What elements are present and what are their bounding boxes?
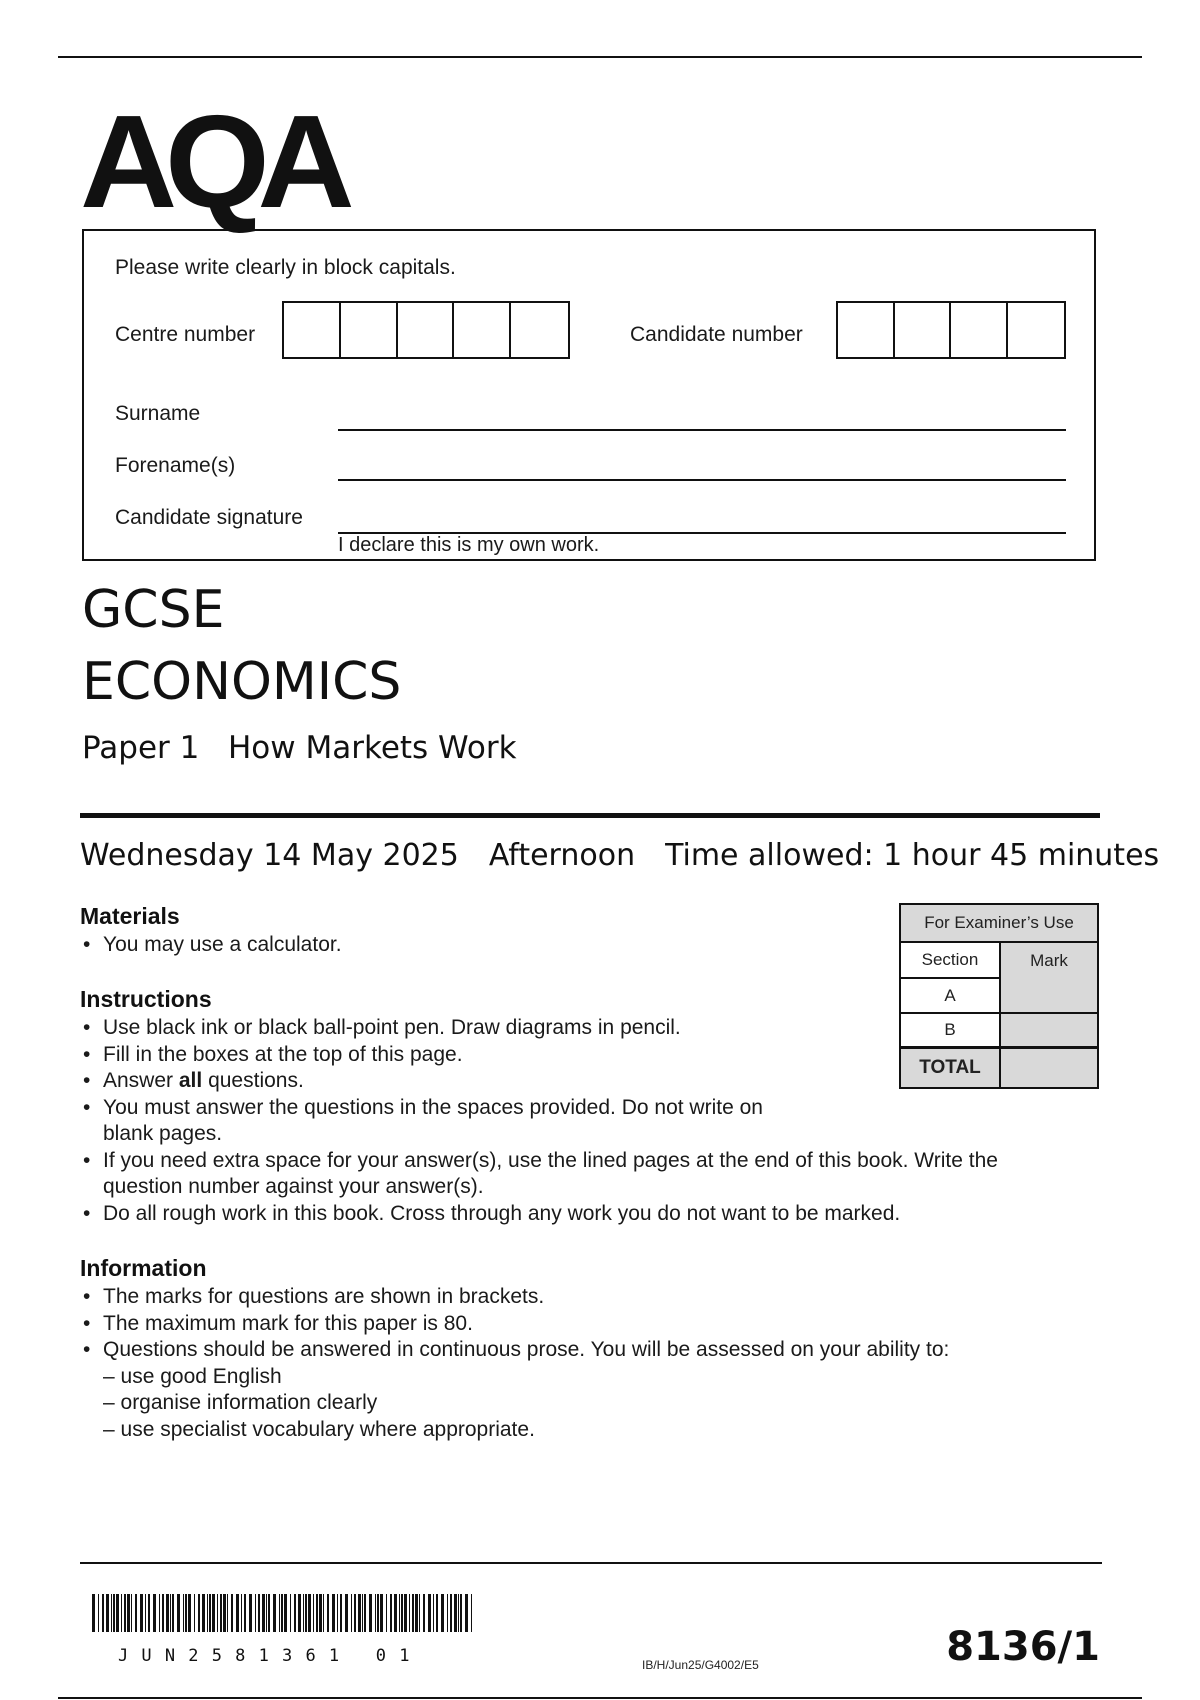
footer-rule	[80, 1562, 1102, 1564]
exam-session: Afternoon	[488, 838, 636, 873]
declaration-text: I declare this is my own work.	[338, 534, 600, 556]
instructions-heading: Instructions	[80, 986, 212, 1012]
centre-number-digit[interactable]	[341, 303, 398, 357]
candidate-number-digit[interactable]	[951, 303, 1008, 357]
paper-code: 8136/1	[946, 1624, 1100, 1670]
centre-number-digit[interactable]	[284, 303, 341, 357]
information-heading: Information	[80, 1255, 207, 1281]
exam-date: Wednesday 14 May 2025	[80, 838, 459, 873]
centre-number-digit[interactable]	[398, 303, 455, 357]
answer-suffix: questions.	[208, 1069, 304, 1092]
bottom-rule	[58, 1697, 1142, 1699]
barcode	[92, 1594, 474, 1632]
examiner-use-table	[899, 903, 1099, 1089]
top-rule	[58, 56, 1142, 58]
qualification-title: GCSE	[82, 580, 225, 640]
list-item-continuation: blank pages.	[103, 1122, 223, 1145]
centre-number-boxes[interactable]	[282, 301, 570, 359]
block-capitals-instruction: Please write clearly in block capitals.	[115, 256, 456, 279]
list-item: • The maximum mark for this paper is 80.	[80, 1311, 1100, 1338]
mark-header: Mark	[1030, 951, 1068, 970]
candidate-number-digit[interactable]	[1008, 303, 1064, 357]
list-item: • If you need extra space for your answer(s), use the lined pages at the end of this book. Write the	[80, 1148, 1100, 1175]
list-item: • Questions should be answered in continuous prose. You will be assessed on your ability to:	[80, 1337, 1100, 1364]
answer-prefix: Answer	[103, 1069, 174, 1092]
candidate-details-box	[82, 229, 1096, 561]
paper-number: Paper 1	[82, 730, 200, 766]
signature-label: Candidate signature	[115, 506, 303, 529]
subject-title: ECONOMICS	[82, 652, 402, 712]
list-subitem: – organise information clearly	[103, 1391, 378, 1414]
title-rule	[80, 813, 1100, 818]
answer-all-bold: all	[178, 1069, 203, 1092]
list-subitem: – use specialist vocabulary where appropriate.	[103, 1417, 535, 1441]
section-header: Section	[901, 943, 1001, 979]
forenames-label: Forename(s)	[115, 454, 236, 477]
list-item-continuation: question number against your answer(s).	[103, 1175, 484, 1198]
materials-heading: Materials	[80, 903, 180, 929]
surname-label: Surname	[115, 402, 201, 425]
centre-number-label: Centre number	[115, 323, 256, 346]
section-b-mark[interactable]	[1001, 1014, 1097, 1049]
list-item: • You may use a calculator.	[80, 932, 342, 959]
total-mark[interactable]	[1001, 1049, 1097, 1087]
section-b-label: B	[901, 1014, 1001, 1049]
section-a-mark[interactable]	[1001, 979, 1097, 1014]
examiner-table-title: For Examiner’s Use	[901, 905, 1097, 943]
list-item: • Use black ink or black ball-point pen. Draw diagrams in pencil.	[80, 1015, 1100, 1042]
list-item: • Do all rough work in this book. Cross through any work you do not want to be marked.	[80, 1201, 1100, 1228]
paper-title: How Markets Work	[228, 730, 517, 766]
candidate-number-boxes[interactable]	[836, 301, 1066, 359]
section-a-label: A	[901, 979, 1001, 1014]
centre-number-digit[interactable]	[454, 303, 511, 357]
candidate-number-label: Candidate number	[630, 323, 803, 346]
centre-number-digit[interactable]	[511, 303, 568, 357]
candidate-number-digit[interactable]	[838, 303, 895, 357]
list-item: • Fill in the boxes at the top of this page.	[80, 1042, 1100, 1069]
total-label: TOTAL	[901, 1049, 1001, 1087]
candidate-number-digit[interactable]	[895, 303, 952, 357]
information-list	[80, 1284, 1100, 1443]
exam-info-bar	[80, 838, 1160, 873]
materials-list	[80, 932, 342, 959]
list-item: • The marks for questions are shown in brackets.	[80, 1284, 1100, 1311]
document-reference: IB/H/Jun25/G4002/E5	[642, 1658, 759, 1672]
surname-field[interactable]	[338, 429, 1066, 431]
list-subitem: – use good English	[103, 1364, 282, 1388]
barcode-digits: JUN2581361 01	[118, 1646, 423, 1666]
aqa-logo: AQA	[80, 88, 343, 235]
forenames-field[interactable]	[338, 479, 1066, 481]
list-item: • You must answer the questions in the spaces provided. Do not write on	[80, 1095, 1100, 1122]
time-allowed: Time allowed: 1 hour 45 minutes	[665, 838, 1160, 873]
